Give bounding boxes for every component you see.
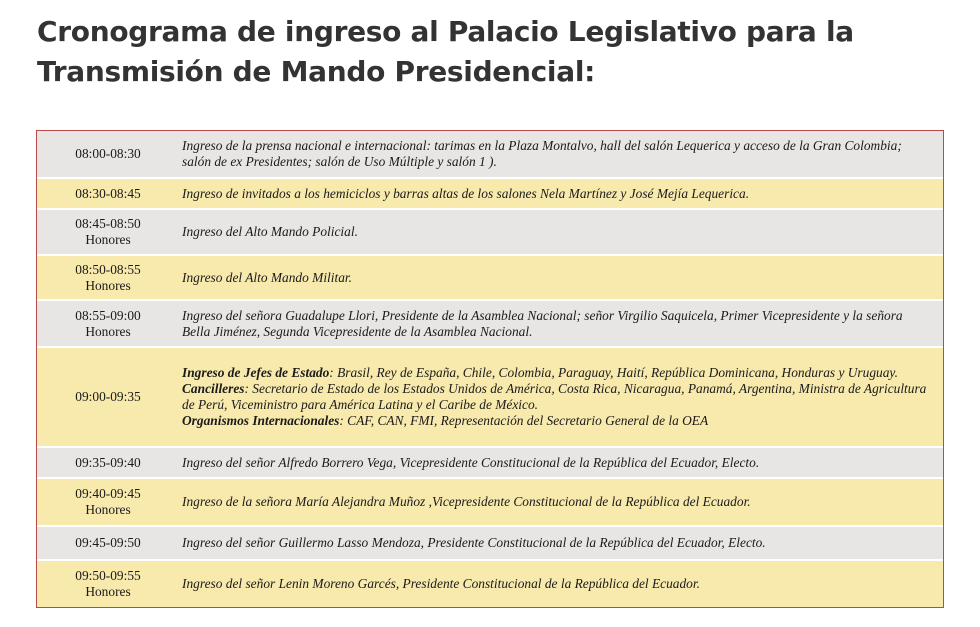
time-range: 09:00-09:35 bbox=[75, 389, 141, 404]
time-cell bbox=[37, 262, 179, 294]
description-cell: Ingreso del señor Alfredo Borrero Vega, Vicepresidente Constitucional de la República del Ecuador, Electo. bbox=[182, 454, 760, 470]
cancilleres-label: Cancilleres bbox=[182, 381, 245, 396]
table-row bbox=[37, 179, 943, 210]
table-row bbox=[37, 210, 943, 256]
table-row bbox=[37, 301, 943, 348]
description-cell: Ingreso del señor Guillermo Lasso Mendoza, Presidente Constitucional de la República del Ecuador, Electo. bbox=[182, 535, 766, 550]
description-cell: Ingreso del Alto Mando Militar. bbox=[182, 269, 352, 285]
table-row bbox=[37, 256, 943, 301]
time-range: 09:45-09:50 bbox=[75, 535, 141, 550]
description-cell bbox=[179, 360, 943, 434]
time-range: 08:00-08:30 bbox=[75, 146, 141, 161]
honores-label: Honores bbox=[85, 502, 131, 517]
description-cell: Ingreso del Alto Mando Policial. bbox=[182, 224, 358, 239]
time-cell bbox=[37, 216, 179, 248]
time-cell bbox=[37, 568, 179, 600]
honores-label: Honores bbox=[85, 584, 131, 599]
table-row bbox=[37, 448, 943, 479]
time-range: 08:50-08:55 bbox=[75, 261, 141, 277]
time-cell bbox=[37, 535, 179, 551]
table-row bbox=[37, 479, 943, 527]
description-cell: Ingreso del señor Lenin Moreno Garcés, Presidente Constitucional de la República del Ecuador. bbox=[182, 576, 700, 591]
time-range: 09:35-09:40 bbox=[75, 454, 141, 470]
time-range: 09:50-09:55 bbox=[75, 568, 141, 583]
page-title: Cronograma de ingreso al Palacio Legislativo para la Transmisión de Mando Presidencial: bbox=[37, 15, 854, 88]
honores-label: Honores bbox=[85, 323, 131, 339]
cancilleres-text: : Secretario de Estado de los Estados Unidos de América, Costa Rica, Nicaragua, Panamá, Argentina, Ministra de Agricultura de Perú, Viceministro para América Latina y el Caribe de México. bbox=[182, 381, 927, 412]
description-cell: Ingreso de invitados a los hemiciclos y barras altas de los salones Nela Martínez y José Mejía Lequerica. bbox=[182, 185, 750, 201]
table-row bbox=[37, 348, 943, 448]
description-cell: Ingreso del señora Guadalupe Llori, Presidente de la Asamblea Nacional; señor Virgilio Saquicela, Primer Vicepresidente y la señora Bella Jiménez, Segunda Vicepresidente de la Asamblea Nacional. bbox=[182, 307, 903, 339]
description-cell: Ingreso de la prensa nacional e internacional: tarimas en la Plaza Montalvo, hall del salón Lequerica y acceso de la Gran Colombia; salón de ex Presidentes; salón de Uso Múltiple y salón 1 ). bbox=[182, 138, 902, 169]
jefes-text: : Brasil, Rey de España, Chile, Colombia, Paraguay, Haití, República Dominicana, Honduras y Uruguay. bbox=[329, 365, 898, 380]
time-range: 09:40-09:45 bbox=[75, 486, 141, 501]
honores-label: Honores bbox=[85, 232, 131, 247]
organismos-label: Organismos Internacionales bbox=[182, 413, 340, 428]
time-range: 08:30-08:45 bbox=[75, 185, 141, 201]
time-cell bbox=[37, 389, 179, 405]
time-cell bbox=[37, 308, 179, 340]
schedule-table bbox=[36, 130, 944, 608]
description-cell: Ingreso de la señora María Alejandra Muñoz ,Vicepresidente Constitucional de la República del Ecuador. bbox=[182, 494, 751, 509]
honores-label: Honores bbox=[85, 277, 131, 293]
table-row bbox=[37, 527, 943, 561]
time-cell bbox=[37, 146, 179, 162]
time-range: 08:45-08:50 bbox=[75, 216, 141, 231]
time-range: 08:55-09:00 bbox=[75, 307, 141, 323]
table-row bbox=[37, 561, 943, 607]
jefes-label: Ingreso de Jefes de Estado bbox=[182, 365, 330, 380]
organismos-text: : CAF, CAN, FMI, Representación del Secretario General de la OEA bbox=[339, 413, 709, 428]
time-cell bbox=[37, 186, 179, 202]
time-cell bbox=[37, 455, 179, 471]
time-cell bbox=[37, 486, 179, 518]
table-row bbox=[37, 131, 943, 179]
